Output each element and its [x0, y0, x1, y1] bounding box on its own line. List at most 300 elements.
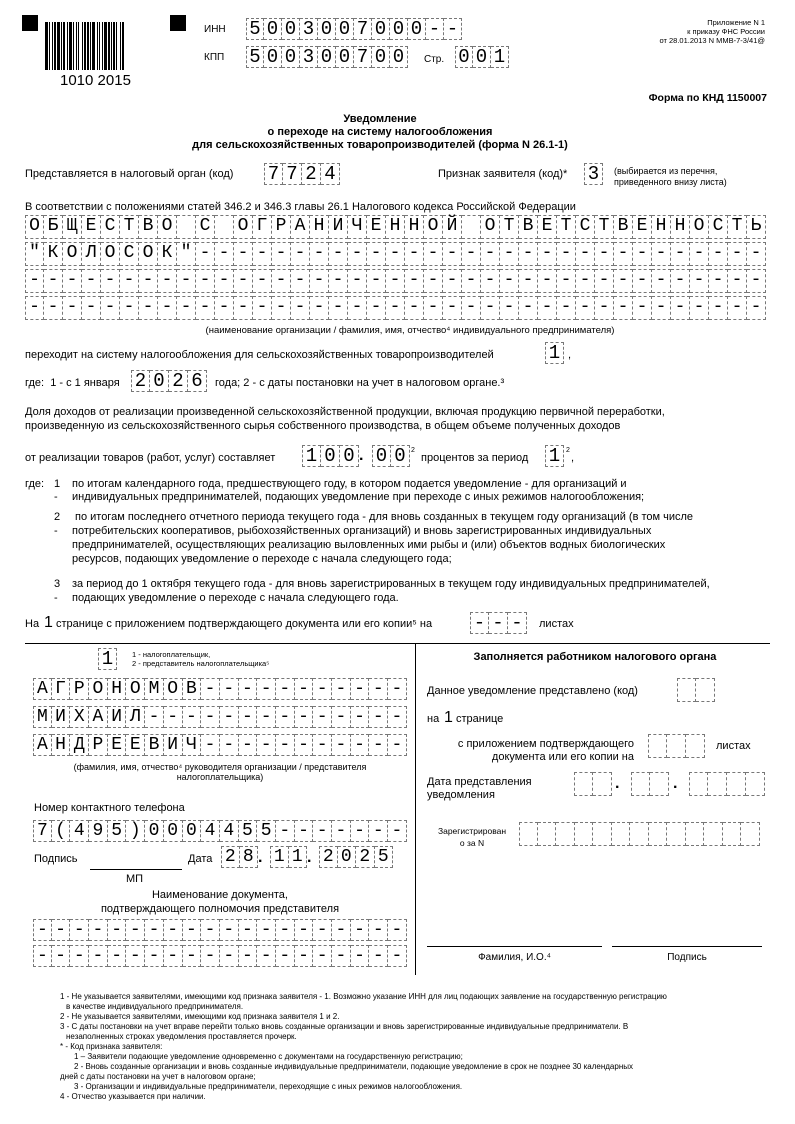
char-cell: - — [295, 706, 314, 728]
barcode-bar — [99, 22, 100, 70]
footnote-1a: 1 - Не указывается заявителями, имеющими код признака заявителя - 1. Возможно указание ИНН для лиц подающих заявление на государственную регистрацию — [60, 992, 667, 1001]
char-cell: - — [120, 296, 139, 320]
pages-on: На — [25, 618, 40, 630]
empty-cell — [593, 772, 612, 796]
char-cell: 5 — [375, 846, 394, 868]
item-1-num: 1 — [54, 478, 61, 490]
char-cell: 0 — [282, 18, 300, 40]
empty-cell — [630, 822, 649, 846]
comma-2: , — [571, 452, 575, 464]
char-cell: - — [443, 269, 462, 293]
org-name-row[interactable] — [25, 242, 766, 266]
item-2c: предпринимателей, осуществляющих реализацию выловленных ими рыбы и (или) объектов водных биологических — [72, 539, 666, 551]
sign-note-2: приведенного внизу листа) — [614, 177, 727, 187]
barcode-bar — [69, 22, 72, 70]
char-cell: Н — [671, 215, 690, 239]
char-cell: - — [220, 919, 239, 941]
char-cell: В — [614, 215, 633, 239]
empty-cell — [648, 734, 667, 758]
char-cell: С — [120, 242, 139, 266]
barcode-bar — [45, 22, 48, 70]
char-cell: 0 — [145, 820, 164, 842]
date-day-field[interactable] — [221, 846, 258, 868]
item-3-dash: - — [54, 592, 58, 604]
char-cell: Г — [253, 215, 272, 239]
transition-text: переходит на систему налогообложения для сельскохозяйственных товаропроизводителей — [25, 349, 494, 361]
registered-label-2: о за N — [459, 838, 485, 848]
char-cell: - — [351, 706, 370, 728]
char-cell: М — [33, 706, 52, 728]
char-cell: - — [291, 242, 310, 266]
char-cell: 0 — [473, 46, 491, 68]
char-cell: 8 — [240, 846, 259, 868]
footnote-star-2a: 2 - Вновь созданные организации и вновь созданные индивидуальные предприниматели, подающие уведомление в срок не позднее 30 календарных — [74, 1062, 633, 1071]
char-cell: Н — [386, 215, 405, 239]
barcode-bar — [63, 22, 65, 70]
doc-label — [30, 888, 410, 916]
empty-cell — [704, 822, 723, 846]
empty-cell — [574, 772, 593, 796]
char-cell: - — [158, 296, 177, 320]
char-cell: - — [276, 919, 295, 941]
barcode-bar — [120, 22, 121, 70]
barcode-bar — [52, 22, 53, 70]
transition-year-after: года; 2 - с даты постановки на учет в налоговом органе.³ — [215, 377, 505, 389]
char-cell: Е — [367, 215, 386, 239]
char-cell: - — [633, 242, 652, 266]
char-cell: С — [576, 215, 595, 239]
char-cell: 4 — [201, 820, 220, 842]
footnote-star-3: 3 - Организации и индивидуальные предприниматели, переходящие с иных режимов налогообложения. — [74, 1082, 463, 1091]
char-cell: И — [164, 734, 183, 756]
char-cell: - — [633, 296, 652, 320]
fio-label: Фамилия, И.О.⁴ — [478, 952, 551, 963]
char-cell: 4 — [70, 820, 89, 842]
char-cell: - — [239, 678, 258, 700]
char-cell: 2 — [319, 846, 338, 868]
barcode-bar — [122, 22, 124, 70]
char-cell: А — [33, 734, 52, 756]
char-cell: - — [126, 945, 145, 967]
char-cell: - — [234, 296, 253, 320]
attach-label-1: с приложением подтверждающего — [457, 738, 634, 750]
char-cell: - — [272, 242, 291, 266]
char-cell: 0 — [372, 445, 391, 467]
char-cell: 5 — [108, 820, 127, 842]
inn-label: ИНН — [204, 24, 226, 35]
char-cell: Б — [44, 215, 63, 239]
char-cell: - — [25, 296, 44, 320]
char-cell: 0 — [183, 820, 202, 842]
item-1b: индивидуальных предпринимателей, подающих уведомление при переходе с иных режимов налогообложения; — [72, 491, 645, 503]
empty-cell — [741, 822, 760, 846]
char-cell: 4 — [321, 163, 340, 185]
office-date-day-field[interactable] — [574, 772, 612, 796]
char-cell: 3 — [300, 46, 318, 68]
where-label: где: — [25, 478, 45, 490]
char-cell: - — [295, 820, 314, 842]
char-cell: - — [276, 706, 295, 728]
footnote-3b: незаполненных строках уведомления проставляется прочерк. — [66, 1032, 297, 1041]
char-cell: Й — [443, 215, 462, 239]
char-cell: 0 — [318, 46, 336, 68]
char-cell: - — [500, 296, 519, 320]
org-intro: В соответствии с положениями статей 346.2 и 346.3 главы 26.1 Налогового кодекса Российской Федерации — [25, 201, 576, 213]
percent-decimal-field[interactable] — [372, 445, 410, 467]
char-cell: - — [690, 296, 709, 320]
document-row[interactable] — [33, 919, 407, 941]
char-cell: 0 — [282, 46, 300, 68]
submitted-code-field[interactable] — [677, 678, 715, 702]
char-cell: - — [388, 678, 407, 700]
office-date-dot-1: . — [615, 775, 620, 792]
char-cell: Т — [557, 215, 576, 239]
char-cell: 3 — [584, 163, 603, 185]
char-cell: О — [89, 678, 108, 700]
char-cell: 0 — [372, 46, 390, 68]
char-cell: - — [538, 269, 557, 293]
barcode-bar — [67, 22, 68, 70]
applicant-sign-field[interactable] — [584, 163, 603, 185]
char-cell: - — [329, 242, 348, 266]
char-cell: - — [63, 269, 82, 293]
char-cell: - — [215, 269, 234, 293]
name-caption — [30, 762, 410, 782]
char-cell: 1 — [491, 46, 509, 68]
char-cell: - — [481, 269, 500, 293]
char-cell: - — [295, 919, 314, 941]
char-cell: 0 — [321, 445, 340, 467]
org-name-row[interactable] — [25, 269, 766, 293]
registration-number-field[interactable] — [519, 822, 760, 846]
char-cell: - — [424, 242, 443, 266]
char-cell: - — [126, 919, 145, 941]
char-cell: 1 — [98, 648, 117, 670]
date-month-field[interactable] — [270, 846, 307, 868]
char-cell: - — [52, 945, 71, 967]
empty-cell — [519, 822, 538, 846]
char-cell: - — [614, 242, 633, 266]
char-cell: 1 — [270, 846, 289, 868]
appendix-block — [659, 18, 765, 45]
signer-name-row[interactable] — [33, 706, 407, 728]
signer-option-2: 2 - представитель налогоплательщика⁵ — [132, 659, 270, 668]
signer-name-row[interactable] — [33, 678, 407, 700]
item-3-num: 3 — [54, 578, 61, 590]
office-date-label-2: уведомления — [427, 789, 495, 801]
decimal-point: . — [359, 447, 364, 464]
char-cell: С — [101, 215, 120, 239]
office-date-month-field[interactable] — [631, 772, 669, 796]
char-cell: - — [388, 919, 407, 941]
empty-cell — [727, 772, 746, 796]
column-divider — [415, 643, 416, 975]
char-cell: - — [351, 678, 370, 700]
char-cell: - — [276, 678, 295, 700]
kpp-field[interactable] — [246, 46, 408, 68]
char-cell: - — [351, 820, 370, 842]
char-cell: - — [220, 678, 239, 700]
char-cell: - — [196, 242, 215, 266]
char-cell: - — [201, 919, 220, 941]
char-cell: - — [257, 734, 276, 756]
pages-count: 1 — [44, 614, 53, 631]
phone-label: Номер контактного телефона — [34, 802, 185, 814]
item-3a: за период до 1 октября текущего года - для вновь зарегистрированных в текущем году индивидуальных предпринимателей, — [72, 578, 710, 590]
item-2b: потребительских кооперативов, рыбохозяйственных организаций) и вновь зарегистрированных индивидуальных — [72, 525, 652, 537]
date-label: Дата — [188, 853, 213, 865]
org-name-row[interactable] — [25, 215, 766, 239]
char-cell: К — [44, 242, 63, 266]
char-cell: Г — [52, 678, 71, 700]
barcode-bar — [104, 22, 107, 70]
empty-cell — [689, 772, 708, 796]
char-cell: 9 — [89, 820, 108, 842]
char-cell: - — [386, 296, 405, 320]
char-cell: - — [272, 296, 291, 320]
char-cell: Е — [82, 215, 101, 239]
char-cell: - — [388, 945, 407, 967]
char-cell: - — [220, 945, 239, 967]
char-cell: Т — [595, 215, 614, 239]
char-cell: - — [201, 706, 220, 728]
section-divider — [25, 643, 770, 644]
char-cell: 0 — [372, 18, 390, 40]
char-cell: - — [500, 269, 519, 293]
empty-cell — [696, 678, 715, 702]
char-cell: Ь — [747, 215, 766, 239]
char-cell: - — [25, 269, 44, 293]
barcode-bar — [102, 22, 103, 70]
char-cell: Р — [89, 734, 108, 756]
char-cell: Н — [52, 734, 71, 756]
char-cell: Р — [272, 215, 291, 239]
char-cell: - — [295, 678, 314, 700]
char-cell: - — [367, 269, 386, 293]
char-cell: - — [52, 919, 71, 941]
char-cell: - — [33, 945, 52, 967]
income-line-3b: процентов за период — [421, 452, 529, 464]
char-cell: - — [139, 269, 158, 293]
char-cell: - — [519, 242, 538, 266]
barcode-bar — [108, 22, 110, 70]
year-field[interactable] — [131, 370, 207, 392]
tax-authority-code-field[interactable] — [264, 163, 340, 185]
char-cell: - — [329, 296, 348, 320]
char-cell: - — [253, 242, 272, 266]
char-cell: 7 — [33, 820, 52, 842]
office-title: Заполняется работником налогового органа — [473, 651, 717, 663]
empty-cell — [650, 772, 669, 796]
char-cell: 5 — [246, 18, 264, 40]
char-cell: - — [348, 269, 367, 293]
document-row[interactable] — [33, 945, 407, 967]
title-line-1: Уведомление — [343, 113, 417, 125]
char-cell: - — [313, 945, 332, 967]
char-cell: В — [145, 734, 164, 756]
empty-cell — [723, 822, 742, 846]
char-cell: - — [595, 242, 614, 266]
char-cell: - — [332, 820, 351, 842]
char-cell: Щ — [63, 215, 82, 239]
attach-label — [440, 738, 634, 764]
char-cell: ( — [52, 820, 71, 842]
appendix-order: к приказу ФНС России — [687, 27, 765, 36]
char-cell: - — [405, 242, 424, 266]
char-cell: - — [310, 242, 329, 266]
char-cell: - — [747, 269, 766, 293]
char-cell: - — [367, 242, 386, 266]
char-cell: - — [239, 919, 258, 941]
office-date-year-field[interactable] — [689, 772, 765, 796]
char-cell: - — [576, 296, 595, 320]
char-cell: - — [508, 612, 527, 634]
char-cell: С — [709, 215, 728, 239]
sign-note — [614, 166, 727, 188]
char-cell: О — [234, 215, 253, 239]
char-cell: 2 — [131, 370, 150, 392]
income-line-3a: от реализации товаров (работ, услуг) составляет — [25, 452, 276, 464]
attach-label-2: документа или его копии на — [491, 751, 634, 763]
char-cell: Е — [633, 215, 652, 239]
char-cell: - — [145, 706, 164, 728]
char-cell: - — [538, 296, 557, 320]
percent-field[interactable] — [302, 445, 359, 467]
char-cell: М — [145, 678, 164, 700]
char-cell: 0 — [455, 46, 473, 68]
date-year-field[interactable] — [319, 846, 393, 868]
char-cell: - — [489, 612, 508, 634]
item-3b: подающих уведомление о переходе с начала следующего года. — [72, 592, 399, 604]
barcode-bar — [61, 22, 62, 70]
inn-field[interactable] — [246, 18, 462, 40]
char-cell: - — [386, 242, 405, 266]
char-cell — [462, 215, 481, 239]
char-cell: " — [177, 242, 196, 266]
char-cell: - — [33, 919, 52, 941]
char-cell: 2 — [221, 846, 240, 868]
char-cell: - — [576, 242, 595, 266]
registered-label — [427, 825, 517, 849]
char-cell: 5 — [246, 46, 264, 68]
char-cell: Н — [652, 215, 671, 239]
char-cell: А — [33, 678, 52, 700]
item-2-num: 2 — [54, 511, 61, 523]
transition-field[interactable] — [545, 342, 564, 364]
sign-note-1: (выбирается из перечня, — [614, 166, 718, 176]
empty-cell — [686, 822, 705, 846]
empty-cell — [708, 772, 727, 796]
char-cell: - — [139, 296, 158, 320]
char-cell: - — [234, 242, 253, 266]
char-cell: 0 — [150, 370, 169, 392]
char-cell: 0 — [164, 820, 183, 842]
char-cell: - — [690, 242, 709, 266]
char-cell: - — [652, 242, 671, 266]
char-cell: - — [215, 296, 234, 320]
barcode-bar — [54, 22, 56, 70]
char-cell: С — [196, 215, 215, 239]
attachment-sheets-field[interactable] — [470, 612, 527, 634]
char-cell: Х — [70, 706, 89, 728]
empty-cell — [667, 822, 686, 846]
char-cell: - — [101, 296, 120, 320]
char-cell — [177, 215, 196, 239]
signer-name-row[interactable] — [33, 734, 407, 756]
item-1a: по итогам календарного года, предшествующего году, в котором подается уведомление - для организаций и — [72, 478, 627, 490]
char-cell: Ч — [183, 734, 202, 756]
char-cell: - — [276, 945, 295, 967]
on-pages-n: 1 — [444, 709, 453, 726]
char-cell: - — [671, 242, 690, 266]
empty-cell — [677, 678, 696, 702]
char-cell: - — [239, 945, 258, 967]
org-name-row[interactable] — [25, 296, 766, 320]
char-cell: - — [253, 296, 272, 320]
char-cell: - — [652, 269, 671, 293]
char-cell: - — [351, 919, 370, 941]
char-cell: - — [253, 269, 272, 293]
period-field[interactable] — [545, 445, 564, 467]
char-cell: В — [139, 215, 158, 239]
char-cell: - — [747, 296, 766, 320]
char-cell: - — [201, 734, 220, 756]
char-cell: - — [220, 734, 239, 756]
char-cell: 7 — [283, 163, 302, 185]
char-cell: - — [177, 269, 196, 293]
char-cell: - — [196, 296, 215, 320]
char-cell: - — [332, 678, 351, 700]
office-sign-line — [612, 946, 762, 947]
char-cell: - — [276, 734, 295, 756]
signer-option-1: 1 - налогоплательщик, — [132, 650, 211, 659]
char-cell: - — [313, 734, 332, 756]
char-cell: - — [257, 706, 276, 728]
char-cell: О — [25, 215, 44, 239]
char-cell: 3 — [300, 18, 318, 40]
office-attachment-sheets-field[interactable] — [648, 734, 705, 758]
footnote-star: * - Код признака заявителя: — [60, 1042, 163, 1051]
char-cell: 5 — [257, 820, 276, 842]
empty-cell — [746, 772, 765, 796]
char-cell: - — [82, 269, 101, 293]
char-cell: - — [108, 945, 127, 967]
barcode-bar — [116, 22, 117, 70]
char-cell: 1 — [302, 445, 321, 467]
char-cell: 0 — [408, 18, 426, 40]
footnote-3a: 3 - С даты постановки на учет вправе перейти только вновь созданные организации и вновь зарегистрированные индивидуальные предприниматели. В — [60, 1022, 629, 1031]
char-cell: И — [329, 215, 348, 239]
char-cell: - — [70, 919, 89, 941]
char-cell: - — [481, 296, 500, 320]
char-cell: О — [424, 215, 443, 239]
char-cell: - — [158, 269, 177, 293]
char-cell: 0 — [390, 18, 408, 40]
char-cell: - — [89, 945, 108, 967]
barcode-bar — [82, 22, 83, 70]
char-cell: - — [257, 945, 276, 967]
phone-field[interactable] — [33, 820, 407, 842]
page-number-field[interactable] — [455, 46, 509, 68]
char-cell: Е — [126, 734, 145, 756]
char-cell: - — [313, 820, 332, 842]
char-cell: - — [388, 820, 407, 842]
char-cell: - — [519, 296, 538, 320]
char-cell: - — [462, 242, 481, 266]
footnote-mark-2b: 2 — [566, 447, 570, 454]
char-cell: О — [139, 242, 158, 266]
signer-type-field[interactable] — [98, 648, 117, 670]
